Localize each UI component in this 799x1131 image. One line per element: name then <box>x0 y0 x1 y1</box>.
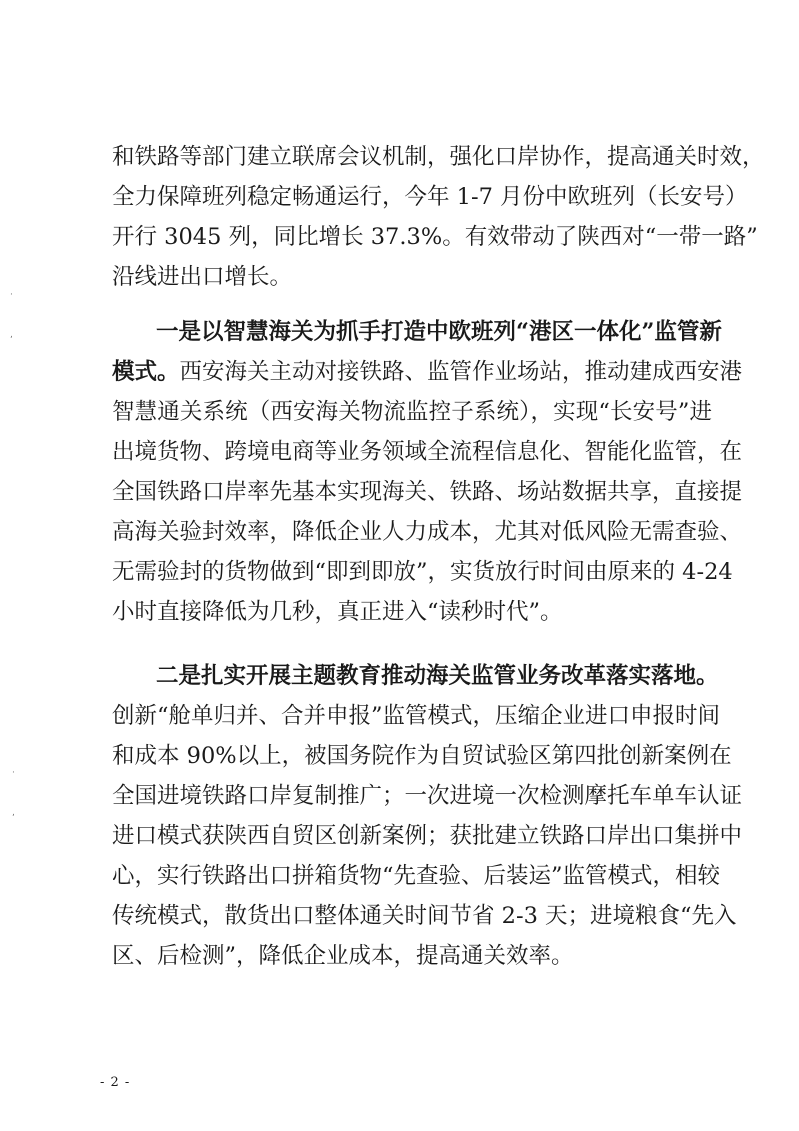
text-line: 全力保障班列稳定畅通运行，今年 1-7 月份中欧班列（长安号） <box>112 184 748 210</box>
scan-artifact: · <box>10 290 13 300</box>
text-line <box>112 352 743 392</box>
text-line: 全国铁路口岸率先基本实现海关、铁路、场站数据共享，直接提 <box>112 479 743 505</box>
text-line: 沿线进出口增长。 <box>112 264 293 290</box>
text-line: 传统模式，散货出口整体通关时间节省 2-3 天；进境粮食“先入 <box>112 903 737 929</box>
text-line: 和成本 90%以上，被国务院作为自贸试验区第四批创新案例在 <box>112 743 732 769</box>
paragraph-two <box>112 656 743 976</box>
text-line: 和铁路等部门建立联席会议机制，强化口岸协作，提高通关时效， <box>112 144 765 170</box>
text-span: 西安海关主动对接铁路、监管作业场站，推动建成西安港 <box>179 359 743 385</box>
paragraph-one <box>112 312 743 632</box>
text-line: 心，实行铁路出口拼箱货物“先查验、后装运”监管模式，相较 <box>112 863 721 889</box>
scan-artifact: , <box>10 330 13 340</box>
text-line: 小时直接降低为几秒，真正进入“读秒时代”。 <box>112 599 563 625</box>
paragraph-one-heading-end: 模式。 <box>112 359 180 385</box>
text-line: 开行 3045 列，同比增长 37.3%。有效带动了陕西对“一带一路” <box>112 224 758 250</box>
text-line: 区、后检测”，降低企业成本，提高通关效率。 <box>112 943 574 969</box>
scan-artifact: , <box>12 808 15 818</box>
page-number: - 2 - <box>100 1075 131 1090</box>
text-line: 进口模式获陕西自贸区创新案例；获批建立铁路口岸出口集拼中 <box>112 823 743 849</box>
text-line: 高海关验封效率，降低企业人力成本，尤其对低风险无需查验、 <box>112 519 743 545</box>
text-line: 智慧通关系统（西安海关物流监控子系统），实现“长安号”进 <box>112 399 712 425</box>
text-line: 全国进境铁路口岸复制推广；一次进境一次检测摩托车单车认证 <box>112 783 743 809</box>
paragraph-two-heading: 二是扎实开展主题教育推动海关监管业务改革落实落地。 <box>156 663 719 689</box>
scan-artifact: · <box>12 768 15 778</box>
text-line: 出境货物、跨境电商等业务领域全流程信息化、智能化监管，在 <box>112 439 743 465</box>
paragraph-intro <box>112 137 765 297</box>
paragraph-one-heading: 一是以智慧海关为抓手打造中欧班列“港区一体化”监管新 <box>156 319 722 345</box>
text-line: 无需验封的货物做到“即到即放”，实货放行时间由原来的 4-24 <box>112 559 733 585</box>
text-line: 创新“舱单归并、合并申报”监管模式，压缩企业进口申报时间 <box>112 703 721 729</box>
